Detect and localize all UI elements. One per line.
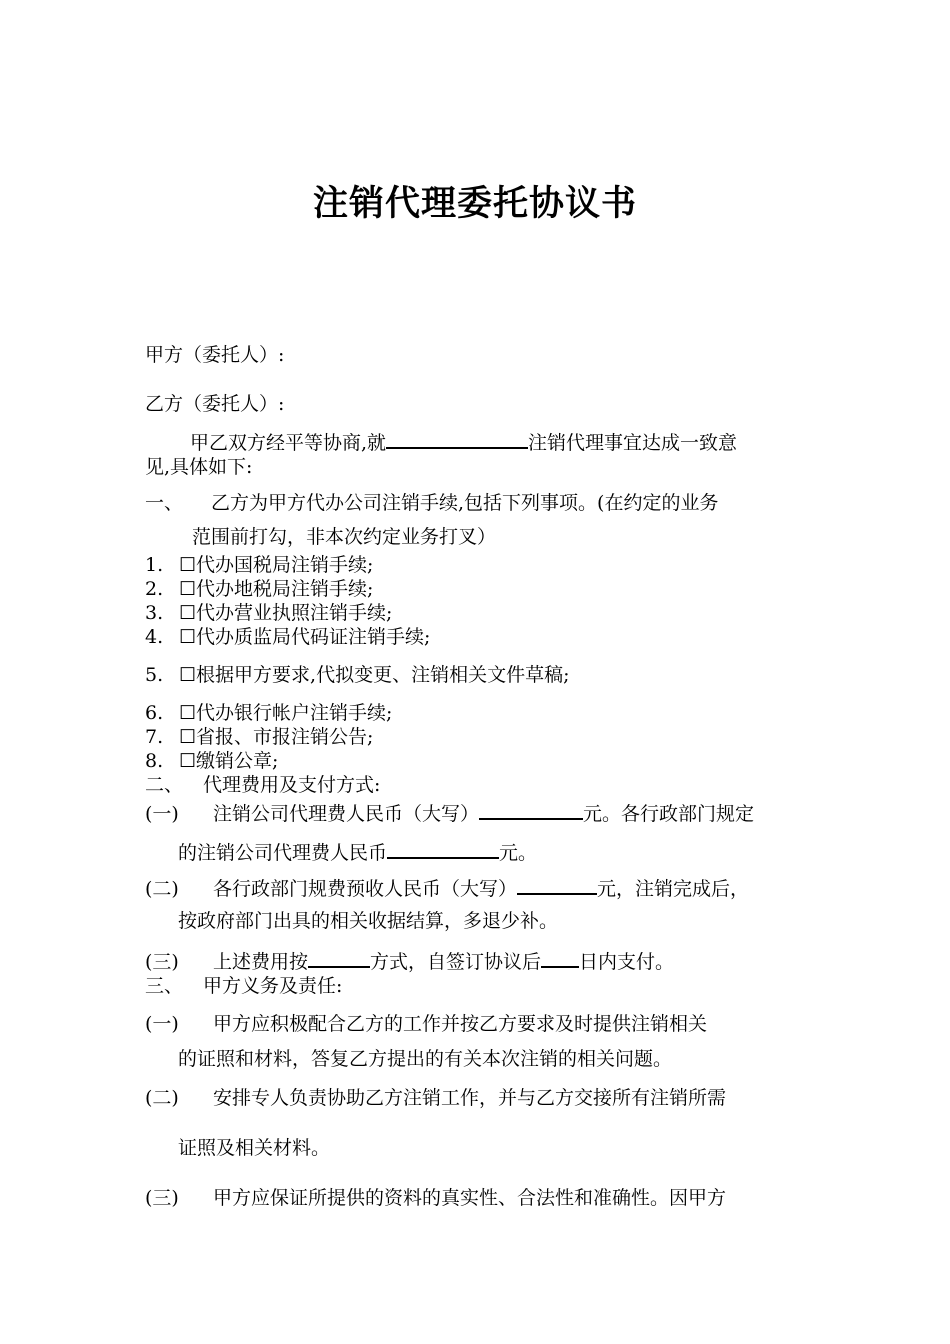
item-text: 根据甲方要求,代拟变更、注销相关文件草稿; — [196, 664, 570, 686]
section-2-number: 二、 — [145, 774, 184, 796]
item-number: 1. — [145, 554, 164, 576]
item-5 — [145, 660, 570, 687]
clause-number: (一) — [145, 802, 179, 825]
item-number: 2. — [145, 578, 164, 600]
fee-blank[interactable] — [387, 836, 499, 859]
item-3 — [145, 598, 392, 625]
clause-2-1-line-2 — [178, 836, 537, 865]
clause-text-mid: 方式，自签订协议后 — [370, 950, 542, 973]
clause-number: (二) — [145, 1087, 179, 1109]
clause-number: (一) — [145, 1013, 179, 1035]
item-number: 6. — [145, 702, 164, 724]
fee-blank[interactable] — [479, 797, 583, 820]
section-1-line-2: 范围前打勾，非本次约定业务打叉） — [192, 526, 497, 548]
intro-line-1 — [190, 426, 737, 455]
fee-blank[interactable] — [517, 872, 597, 895]
clause-text: 上述费用按 — [213, 950, 309, 973]
method-blank[interactable] — [308, 945, 370, 968]
clause-text-post: 日内支付。 — [579, 950, 675, 973]
clause-number: (三) — [145, 950, 179, 973]
checkbox-icon[interactable]: ☐ — [179, 664, 197, 686]
intro-post: 注销代理事宜达成一致意 — [528, 431, 738, 454]
item-number: 4. — [145, 626, 164, 648]
clause-text: 甲方应积极配合乙方的工作并按乙方要求及时提供注销相关 — [213, 1013, 708, 1035]
party-b-line: 乙方（委托人）: — [145, 393, 285, 415]
checkbox-icon[interactable]: ☐ — [179, 554, 197, 576]
checkbox-icon[interactable]: ☐ — [179, 750, 197, 772]
clause-text-post: 元。 — [499, 841, 538, 864]
intro-line-2: 见,具体如下: — [145, 456, 253, 478]
clause-3-1-line-2: 的证照和材料，答复乙方提出的有关本次注销的相关问题。 — [178, 1048, 673, 1070]
item-text: 缴销公章; — [196, 750, 279, 772]
clause-3-2-line-2: 证照及相关材料。 — [178, 1137, 331, 1159]
intro-pre: 甲乙双方经平等协商,就 — [190, 431, 387, 454]
clause-text: 注销公司代理费人民币（大写） — [213, 802, 480, 825]
item-text: 代办营业执照注销手续; — [196, 602, 393, 624]
item-number: 7. — [145, 726, 164, 748]
item-7 — [145, 722, 373, 749]
section-3-number: 三、 — [145, 975, 184, 997]
section-1-number: 一、 — [145, 492, 184, 514]
section-3-title: 甲方义务及责任: — [203, 975, 343, 997]
clause-3-2-line-1 — [145, 1083, 726, 1110]
section-1-line-1 — [145, 488, 718, 515]
item-number: 5. — [145, 664, 164, 686]
section-2-title: 代理费用及支付方式: — [203, 774, 381, 796]
days-blank[interactable] — [541, 945, 579, 968]
document-title: 注销代理委托协议书 — [312, 184, 637, 224]
item-text: 代办地税局注销手续; — [196, 578, 374, 600]
checkbox-icon[interactable]: ☐ — [179, 578, 197, 600]
item-text: 代办银行帐户注销手续; — [196, 702, 393, 724]
checkbox-icon[interactable]: ☐ — [179, 626, 197, 648]
clause-2-1-line-1 — [145, 797, 754, 826]
clause-3-1-line-1 — [145, 1009, 707, 1036]
clause-text-post: 元，注销完成后， — [597, 877, 750, 900]
checkbox-icon[interactable]: ☐ — [179, 602, 197, 624]
item-text: 省报、市报注销公告; — [196, 726, 374, 748]
item-number: 8. — [145, 750, 164, 772]
section-2-heading — [145, 770, 380, 797]
clause-2-2-line-1 — [145, 872, 749, 901]
section-3-heading — [145, 971, 342, 998]
clause-3-3-line-1 — [145, 1183, 726, 1210]
item-4 — [145, 622, 430, 649]
item-number: 3. — [145, 602, 164, 624]
clause-number: (二) — [145, 877, 179, 900]
item-text: 代办质监局代码证注销手续; — [196, 626, 431, 648]
item-6 — [145, 698, 392, 725]
checkbox-icon[interactable]: ☐ — [179, 702, 197, 724]
item-8 — [145, 746, 278, 773]
section-1-text: 乙方为甲方代办公司注销手续,包括下列事项。(在约定的业务 — [211, 492, 719, 514]
clause-text: 各行政部门规费预收人民币（大写） — [213, 877, 518, 900]
intro-blank[interactable] — [386, 426, 528, 449]
clause-text: 安排专人负责协助乙方注销工作，并与乙方交接所有注销所需 — [213, 1087, 727, 1109]
clause-text: 甲方应保证所提供的资料的真实性、合法性和准确性。因甲方 — [213, 1187, 727, 1209]
checkbox-icon[interactable]: ☐ — [179, 726, 197, 748]
item-1 — [145, 550, 373, 577]
clause-number: (三) — [145, 1187, 179, 1209]
clause-text: 的注销公司代理费人民币 — [178, 841, 388, 864]
clause-2-3 — [145, 945, 674, 974]
item-text: 代办国税局注销手续; — [196, 554, 374, 576]
party-a-line: 甲方（委托人）: — [145, 344, 285, 366]
clause-text-post: 元。各行政部门规定 — [583, 802, 755, 825]
clause-2-2-line-2: 按政府部门出具的相关收据结算，多退少补。 — [178, 910, 559, 932]
item-2 — [145, 574, 373, 601]
